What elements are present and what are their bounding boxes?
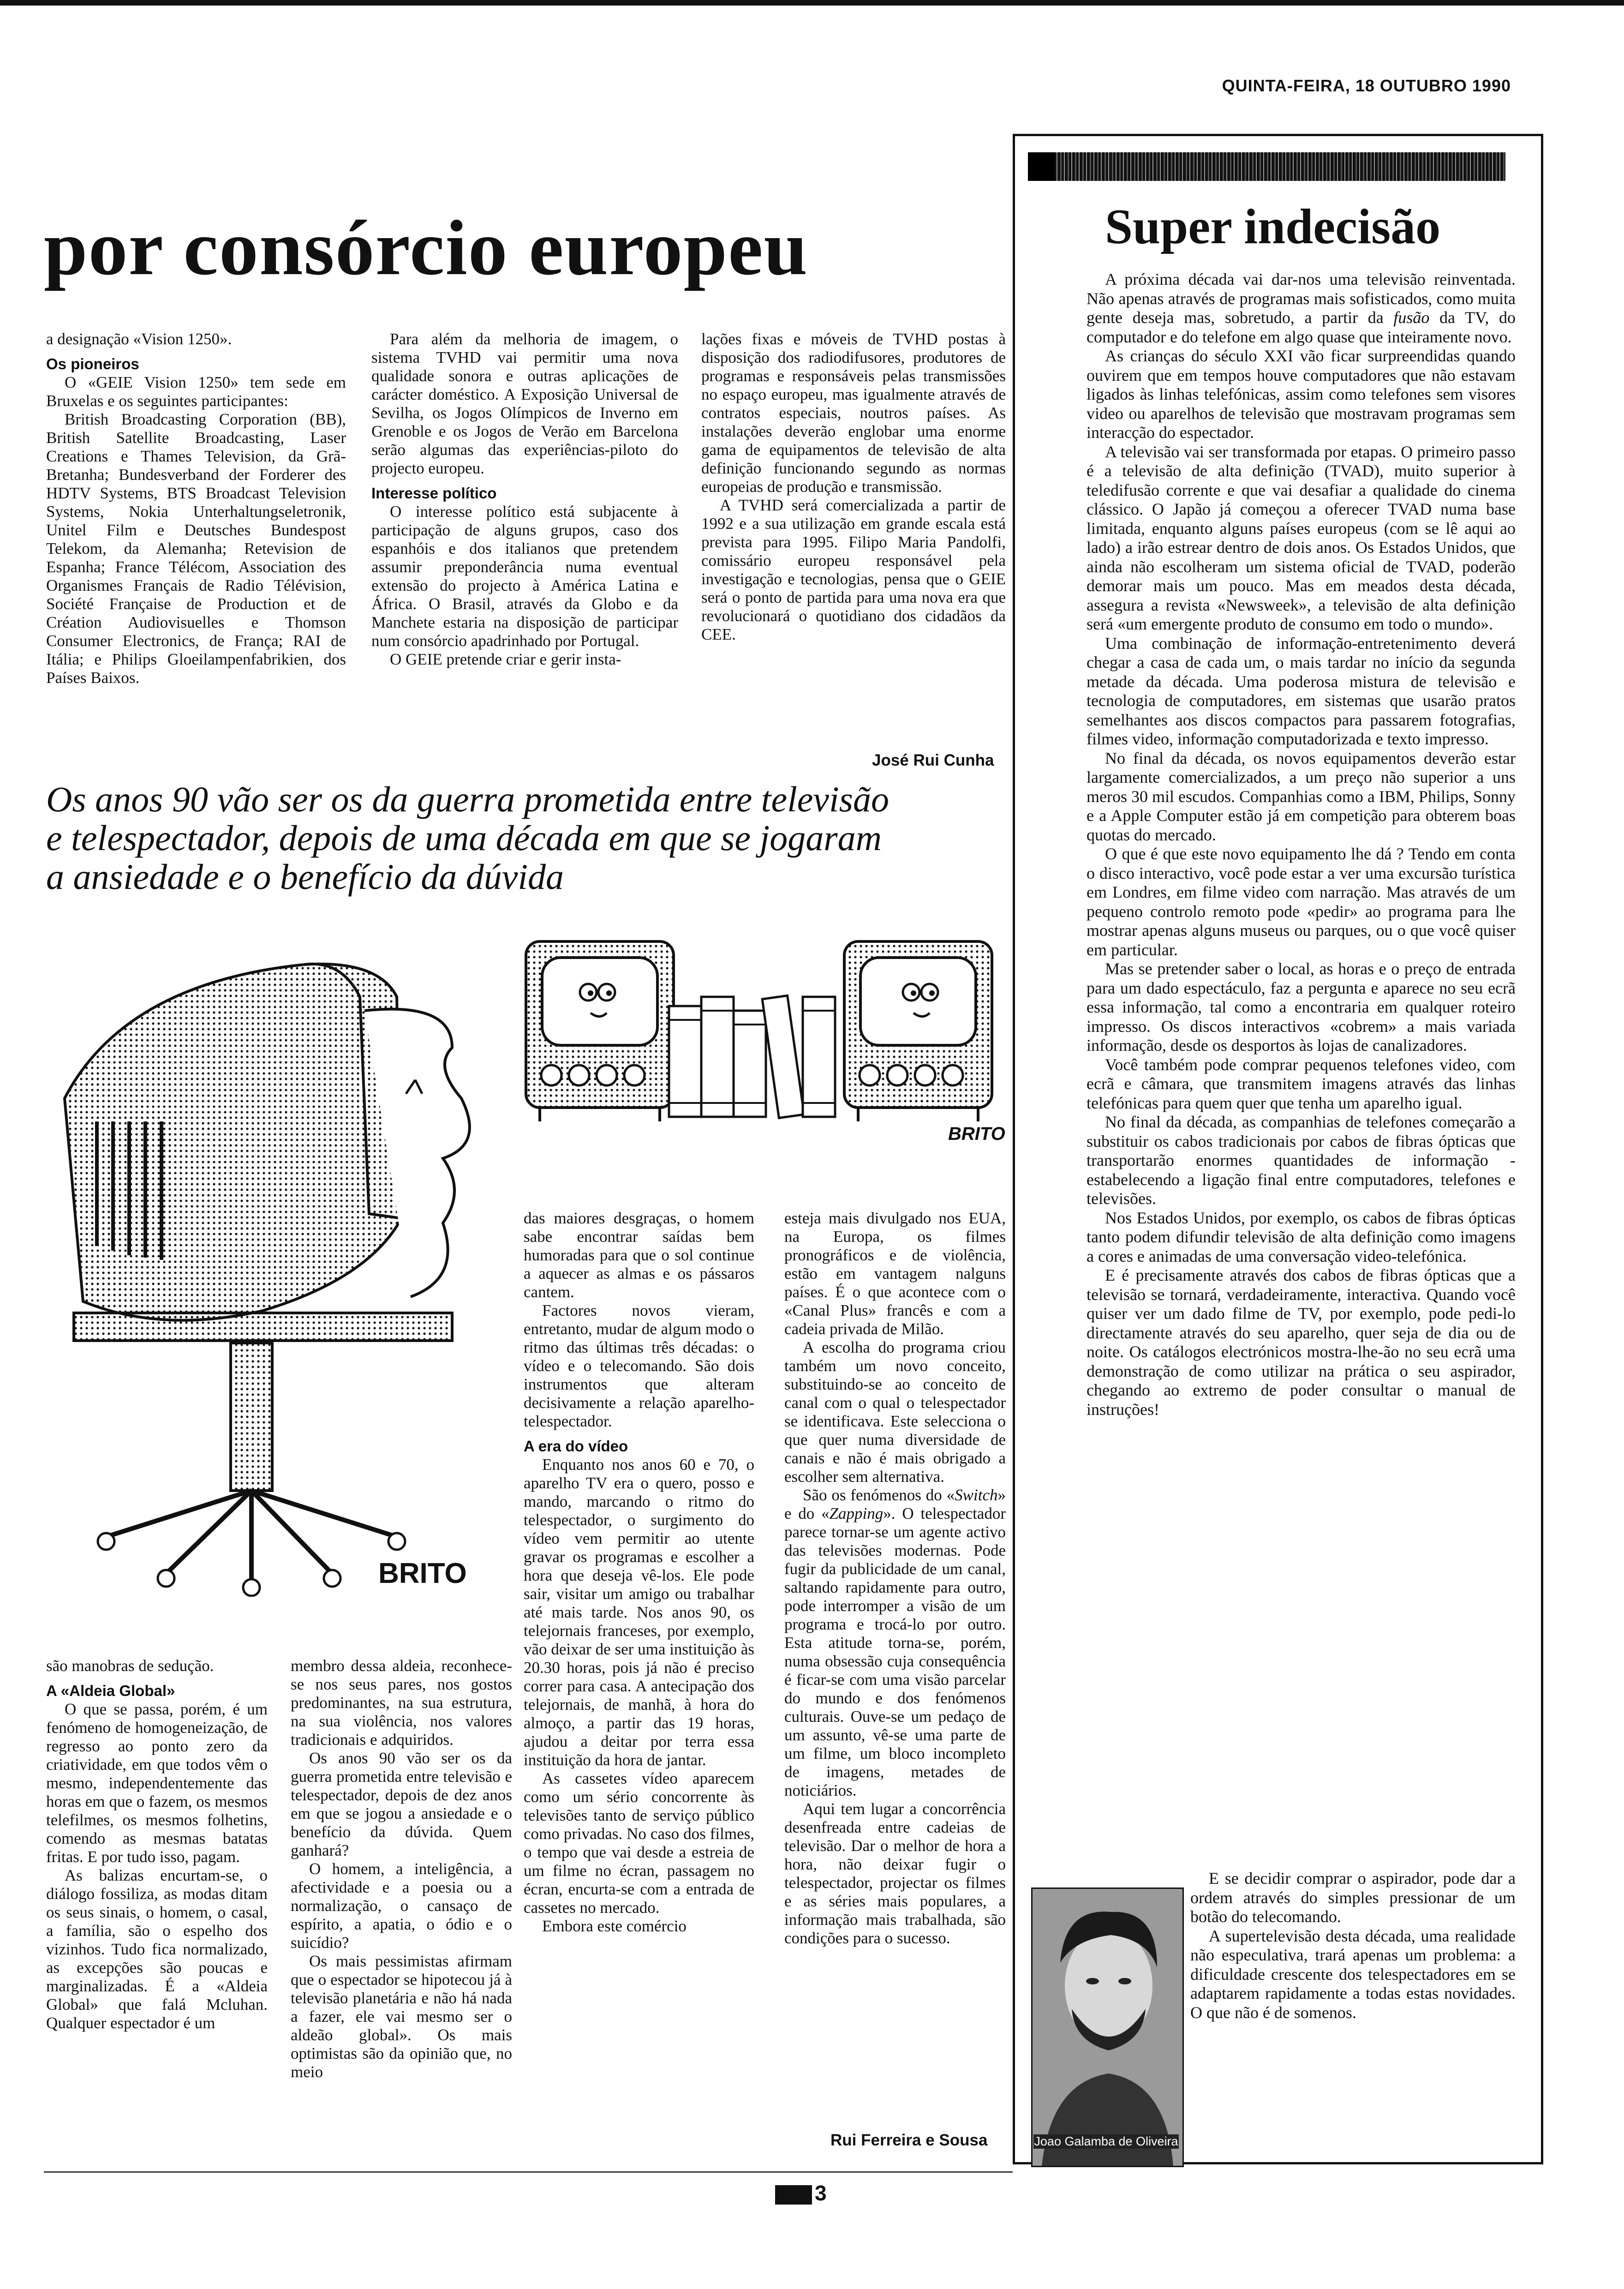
article1-paragraph: Para além da melhoria de imagem, o sistema TVHD vai permitir uma nova qualidade sonora e outras aplicações de carácter doméstico. A Exposição Universal de Sevilha, os Jogos Olímpicos de Inverno em Grenoble e os Jogos de Verão em Barcelona serão algumas das experiências-piloto do projecto europeu.	[371, 330, 678, 477]
top-rule	[0, 0, 1624, 6]
article2-column-3	[524, 1209, 754, 1935]
author-portrait	[1033, 1889, 1182, 2166]
sidebar-paragraph: O que é que este novo equipamento lhe dá ? Tendo em conta o disco interactivo, você pode estar a ver uma excursão turística em Londres, em filme video com narração. Mas através de um pequeno controlo remoto pode «pedir» ao programa para lhe mostrar apenas alguns museus ou parques, ou o que você quiser em particular.	[1087, 845, 1516, 959]
artist-signature: BRITO	[378, 1558, 467, 1589]
sidebar-paragraph: Nos Estados Unidos, por exemplo, os cabos de fibras ópticas tanto podem difundir televisão de alta definição como imagens a cores e animadas de uma conversação video-telefónica.	[1087, 1208, 1516, 1265]
article1-column-2	[371, 330, 678, 669]
article2-paragraph: Os anos 90 vão ser os da guerra prometida entre televisão e telespectador, depois de dez anos em que se jogou a ansiedade e o benefício da dúvida. Quem ganhará?	[291, 1749, 512, 1859]
article2-paragraph: das maiores desgraças, o homem sabe encontrar saídas bem humoradas para que o sol continue a aquecer as almas e os pássaros cantem.	[524, 1209, 754, 1301]
article1-paragraph: British Broadcasting Corporation (BB), British Satellite Broadcasting, Laser Creations e Thames Television, da Grã-Bretanha; Bundesverband der Forderer des HDTV Systems, BTS Broadcast Television Systems, Nokia Unterhaltungseletronik, Unitel Film e Deutsches Bundespost Telekom, da Alemanha; Retevision de Espanha; France Télécom, Association des Organismes Français de Radio Télévision, Société Française de Production et de Création Audiovisuelles e Thomson Consumer Electronics, de França; RAI de Itália; e Philips Gloeilampenfabrikien, dos Países Baixos.	[46, 410, 346, 687]
subhead-interesse-politico: Interesse político	[371, 485, 497, 502]
article2-deck	[46, 780, 992, 896]
article2-paragraph: Os mais pessimistas afirmam que o espectador se hipotecou já à televisão planetária e não há nada a fazer, ele vai mesmo ser o aldeão global». Os mais optimistas são da opinião que, no meio	[291, 1952, 512, 2081]
text-run: ». O telespectador parece tornar-se um agente activo das televisões modernas. Pode fugir da publicidade de um canal, saltando rapidamente para outro, pode interromper a visão de um programa e trocá-lo por outro. Esta atitude torna-se, porém, numa obsessão cuja consequência é ficar-se com uma visão parcelar do mundo e dos fenómenos culturais. Ouve-se um pedaço de um assunto, vê-se uma parte de um filme, um bloco incompleto de imagens, metades de noticiários.	[784, 1504, 1006, 1799]
sidebar-paragraph: Mas se pretender saber o local, as horas e o preço de entrada para um dado espectáculo, faz a pergunta e aparece no seu ecrã essa informação, tal como a encontraria em qualquer roteiro impresso. Os discos interactivos «cobrem» a mais variada informação, desde os desportos às lojas de canalizadores.	[1087, 959, 1516, 1055]
article2-paragraph: Factores novos vieram, entretanto, mudar de algum modo o ritmo das últimas três décadas: o vídeo e o telecomando. São dois instrumentos que alteram decisivamente a relação aparelho-telespectador.	[524, 1301, 754, 1430]
article2-paragraph: As balizas encurtam-se, o diálogo fossiliza, as modas ditam os seus sinais, o homem, o casal, a família, são o espelho dos vizinhos. Tudo fica normalizado, as excepções são poucas e marginalizadas. É a «Aldeia Global» que falá Mcluhan. Qualquer espectador é um	[46, 1866, 268, 2032]
deck-line: a ansiedade e o benefício da dúvida	[46, 857, 564, 897]
text-run: » e do «	[784, 1486, 1006, 1522]
page-number	[775, 2181, 827, 2205]
sidebar-paragraph: A supertelevisão desta década, uma realidade não especulativa, trará apenas um problema: a dificuldade crescente dos telespectadores em se adaptarem rapidamente a todas estas novidades. O que não é de somenos.	[1190, 1926, 1516, 2022]
article2-paragraph: Embora este comércio	[542, 1917, 687, 1935]
sidebar-paragraph: No final da década, as companhias de telefones começarão a substituir os cabos tradicionais por cabos de fibras ópticas que transportarão enormes quantidades de informação - estabelecendo a ligação final entre computadores, telefones e televisões.	[1087, 1113, 1516, 1208]
article-headline: por consórcio europeu	[44, 204, 809, 291]
term-zapping: Zapping	[829, 1504, 884, 1522]
article2-paragraph: Aqui tem lugar a concorrência desenfreada entre cadeias de televisão. Dar o melhor de hora a hora, não deixar fugir o telespectador, projectar os filmes e as séries mais populares, a informação mais trabalhada, são condições para o sucesso.	[784, 1800, 1006, 1947]
photo-caption: Joao Galamba de Oliveira	[1034, 2134, 1178, 2148]
sidebar-paragraph: As crianças do século XXI vão ficar surpreendidas quando ouvirem que em tempos houve computadores que não estavam ligados às linhas telefónicas, assim como telefones sem visores video ou aparelhos de televisão que mostravam programas sem interacção do espectador.	[1087, 347, 1516, 442]
sidebar-title: Super indecisão	[1105, 199, 1441, 254]
text-run: da TV, do computador e do telefone em algo quase que inteiramente novo.	[1087, 308, 1516, 346]
article2-paragraph: esteja mais divulgado nos EUA, na Europa, os filmes pronográficos e de violência, estão em vantagem nalguns países. É o que acontece com o «Canal Plus» francês e com a cadeia privada de Milão.	[784, 1209, 1006, 1338]
sidebar-paragraph: Você também pode comprar pequenos telefones video, com ecrã e câmara, que transmitem imagens através das linhas telefónicas para quem quer que tenha um aparelho igual.	[1087, 1055, 1516, 1112]
article2-paragraph: A escolha do programa criou também um novo conceito, substituindo-se ao conceito de canal com o qual o telespectador se identificava. Este selecciona o que quer numa diversidade de canais e não é mais obrigado a escolher sem alternativa.	[784, 1338, 1006, 1486]
term-fusao: fusão	[1393, 308, 1430, 327]
sidebar-paragraph: E é precisamente através dos cabos de fibras ópticas que a televisão se tornará, verdadeiramente, interactiva. Quando você quiser ver um dado filme de TV, por exemplo, pode pedi-lo directamente através do seu aparelho, quer seja de dia ou de noite. Os catálogos electrónicos mostra-lhe-ão no seu ecrã uma demonstração de como utilizar na prática o seu aspirador, chegando ao extremo de poder consultar o manual de instruções!	[1087, 1266, 1516, 1419]
article2-paragraph: O que se passa, porém, é um fenómeno de homogeneização, de regresso ao ponto zero da criatividade, em que todos vêm o mesmo, independentemente das horas em que o fazem, os mesmos telefilmes, os mesmos folhetins, comendo as mesmas batatas fritas. E por tudo isso, pagam.	[46, 1700, 268, 1866]
artist-signature: BRITO	[948, 1124, 1005, 1144]
tvs-books-drawing	[526, 941, 992, 1121]
subhead-era-do-video: A era do vídeo	[524, 1438, 628, 1455]
tvs-books-illustration	[521, 928, 1006, 1149]
sidebar-paragraph: A televisão vai ser transformada por etapas. O primeiro passo é a televisão de alta definição (TVAD), muito superior à teledifusão corrente e que vai desafiar a qualidade do cinema clássico. O Japão já começou a oferecer TVAD numa base limitada, enquanto alguns países europeus (com se lê aqui ao lado) a irão estrear dentro de dois anos. Os Estados Unidos, que ainda não escolheram um sistema oficial de TVAD, poderão demorar mais um pouco. Mas em meados desta década, assegura a revista «Newsweek», a televisão de alta definição será «um emergente produto de consumo em todo o mundo».	[1087, 442, 1516, 633]
article1-lead: a designação «Vision 1250».	[46, 330, 232, 348]
text-run: A próxima década vai dar-nos uma televisão reinventada. Não apenas através de programas mais sofisticados, como muita gente deseja mas, sobretudo, a partir da	[1087, 270, 1516, 327]
term-switch: Switch	[955, 1486, 998, 1504]
page-date: QUINTA-FEIRA, 18 OUTUBRO 1990	[1222, 76, 1511, 95]
deck-line: e telespectador, depois de uma década em que se jogaram	[46, 818, 882, 858]
article1-byline: José Rui Cunha	[872, 751, 994, 769]
subhead-pioneiros: Os pioneiros	[46, 355, 139, 372]
article1-paragraph: O GEIE pretende criar e gerir insta-	[390, 650, 621, 668]
article2-byline: Rui Ferreira e Sousa	[830, 2131, 988, 2149]
article2-paragraph: As cassetes vídeo aparecem como um sério concorrente às televisões tanto de serviço público como privadas. No caso dos filmes, o tempo que vai desde a estreia de um filme no écran, passagem no écran, encurta-se com a entrada de cassetes no mercado.	[524, 1769, 754, 1917]
article2-column-1	[46, 1657, 268, 2032]
sidebar-header-bar	[1028, 152, 1505, 181]
article2-column-4	[784, 1209, 1006, 1947]
sidebar-text-lower	[1190, 1869, 1516, 2022]
sidebar-text	[1087, 270, 1516, 1419]
article1-paragraph: A TVHD será comercializada a partir de 1992 e a sua utilização em grande escala está prevista para 1995. Filipo Maria Pandolfi, comissário europeu responsável pela investigação e tecnologias, pensa que o GEIE será o ponto de partida para uma nova era que revolucionará o quotidiano dos cidadãos da CEE.	[701, 496, 1006, 643]
sidebar-header-square	[1028, 152, 1055, 181]
deck-line: Os anos 90 vão ser os da guerra prometida entre televisão	[46, 779, 890, 819]
article1-column-1	[46, 330, 346, 687]
article1-column-3	[701, 330, 1006, 644]
tv-chair-drawing	[65, 964, 470, 1596]
sidebar-paragraph: No final da década, os novos equipamentos deverão estar largamente comercializados, a um preço não superior a uns meros 30 mil escudos. Companhias como a IBM, Philips, Sonny e a Apple Computer estão já em competição para obterem boas quotas do mercado.	[1087, 749, 1516, 844]
sidebar-paragraph: E se decidir comprar o aspirador, pode dar a ordem através do simples pressionar de um botão do telecomando.	[1190, 1869, 1516, 1926]
sidebar-paragraph: Uma combinação de informação-entretenimento deverá chegar a casa de cada um, o mais tardar no início da segunda metade da década. Uma poderosa mistura de televisão e tecnologia de computadores, em sistemas que usarão pratos semelhantes aos discos compactos para passarem fotografias, filmes video, informação computadorizada e texto impresso.	[1087, 634, 1516, 748]
article2-column-2	[291, 1657, 512, 2081]
text-run: São os fenómenos do «	[803, 1486, 955, 1504]
article1-paragraph: lações fixas e móveis de TVHD postas à disposição dos radiodifusores, produtores de programas e responsáveis pelas transmissões no espaço europeu, mas igualmente através de contratos especiais, noutros países. As instalações deverão englobar uma enorme gama de equipamentos de televisão de alta definição funcionando segundo as normas europeias de produção e transmissão.	[701, 330, 1006, 496]
sidebar-paragraph	[1087, 270, 1516, 347]
publication-logo-block	[775, 2185, 812, 2205]
article2-paragraph: são manobras de sedução.	[46, 1657, 214, 1675]
article2-paragraph	[784, 1486, 1006, 1800]
tv-chair-illustration	[46, 928, 508, 1597]
article2-paragraph: membro dessa aldeia, reconhece-se nos seus pares, nos gostos predominantes, na sua estrutura, na sua violência, nos valores tradicionais e adquiridos.	[291, 1657, 512, 1749]
article1-paragraph: O interesse político está subjacente à participação de alguns grupos, caso dos espanhóis e dos italianos que pretendem assumir preponderância numa eventual extensão do projecto à América Latina e África. O Brasil, através da Globo e da Manchete estaria na disposição de participar num consórcio apadrinhado por Portugal.	[371, 503, 678, 650]
page-number-text: 3	[815, 2181, 827, 2205]
article2-paragraph: Enquanto nos anos 60 e 70, o aparelho TV era o quero, posso e mando, marcando o ritmo do telespectador, o surgimento do vídeo vem permitir ao utente gravar os programas e escolher a hora que deseja vê-los. Ele pode sair, visitar um amigo ou trabalhar até mais tarde. Nos anos 90, os telejornais franceses, por exemplo, vão deixar de ser uma instituição às 20.30 horas, pois já não é preciso correr para casa. A antecipação dos telejornais, de manhã, à hora do almoço, a partir das 19 horas, ajudou a deitar por terra essa instituição da hora de jantar.	[524, 1456, 754, 1769]
article1-paragraph: O «GEIE Vision 1250» tem sede em Bruxelas e os seguintes participantes:	[46, 373, 346, 410]
subhead-aldeia-global: A «Aldeia Global»	[46, 1682, 175, 1699]
article2-paragraph: O homem, a inteligência, a afectividade e a poesia ou a normalização, o cansaço de espírito, a apatia, o ódio e o suicídio?	[291, 1860, 512, 1952]
bottom-rule	[44, 2171, 1013, 2173]
author-photo	[1031, 1888, 1184, 2167]
